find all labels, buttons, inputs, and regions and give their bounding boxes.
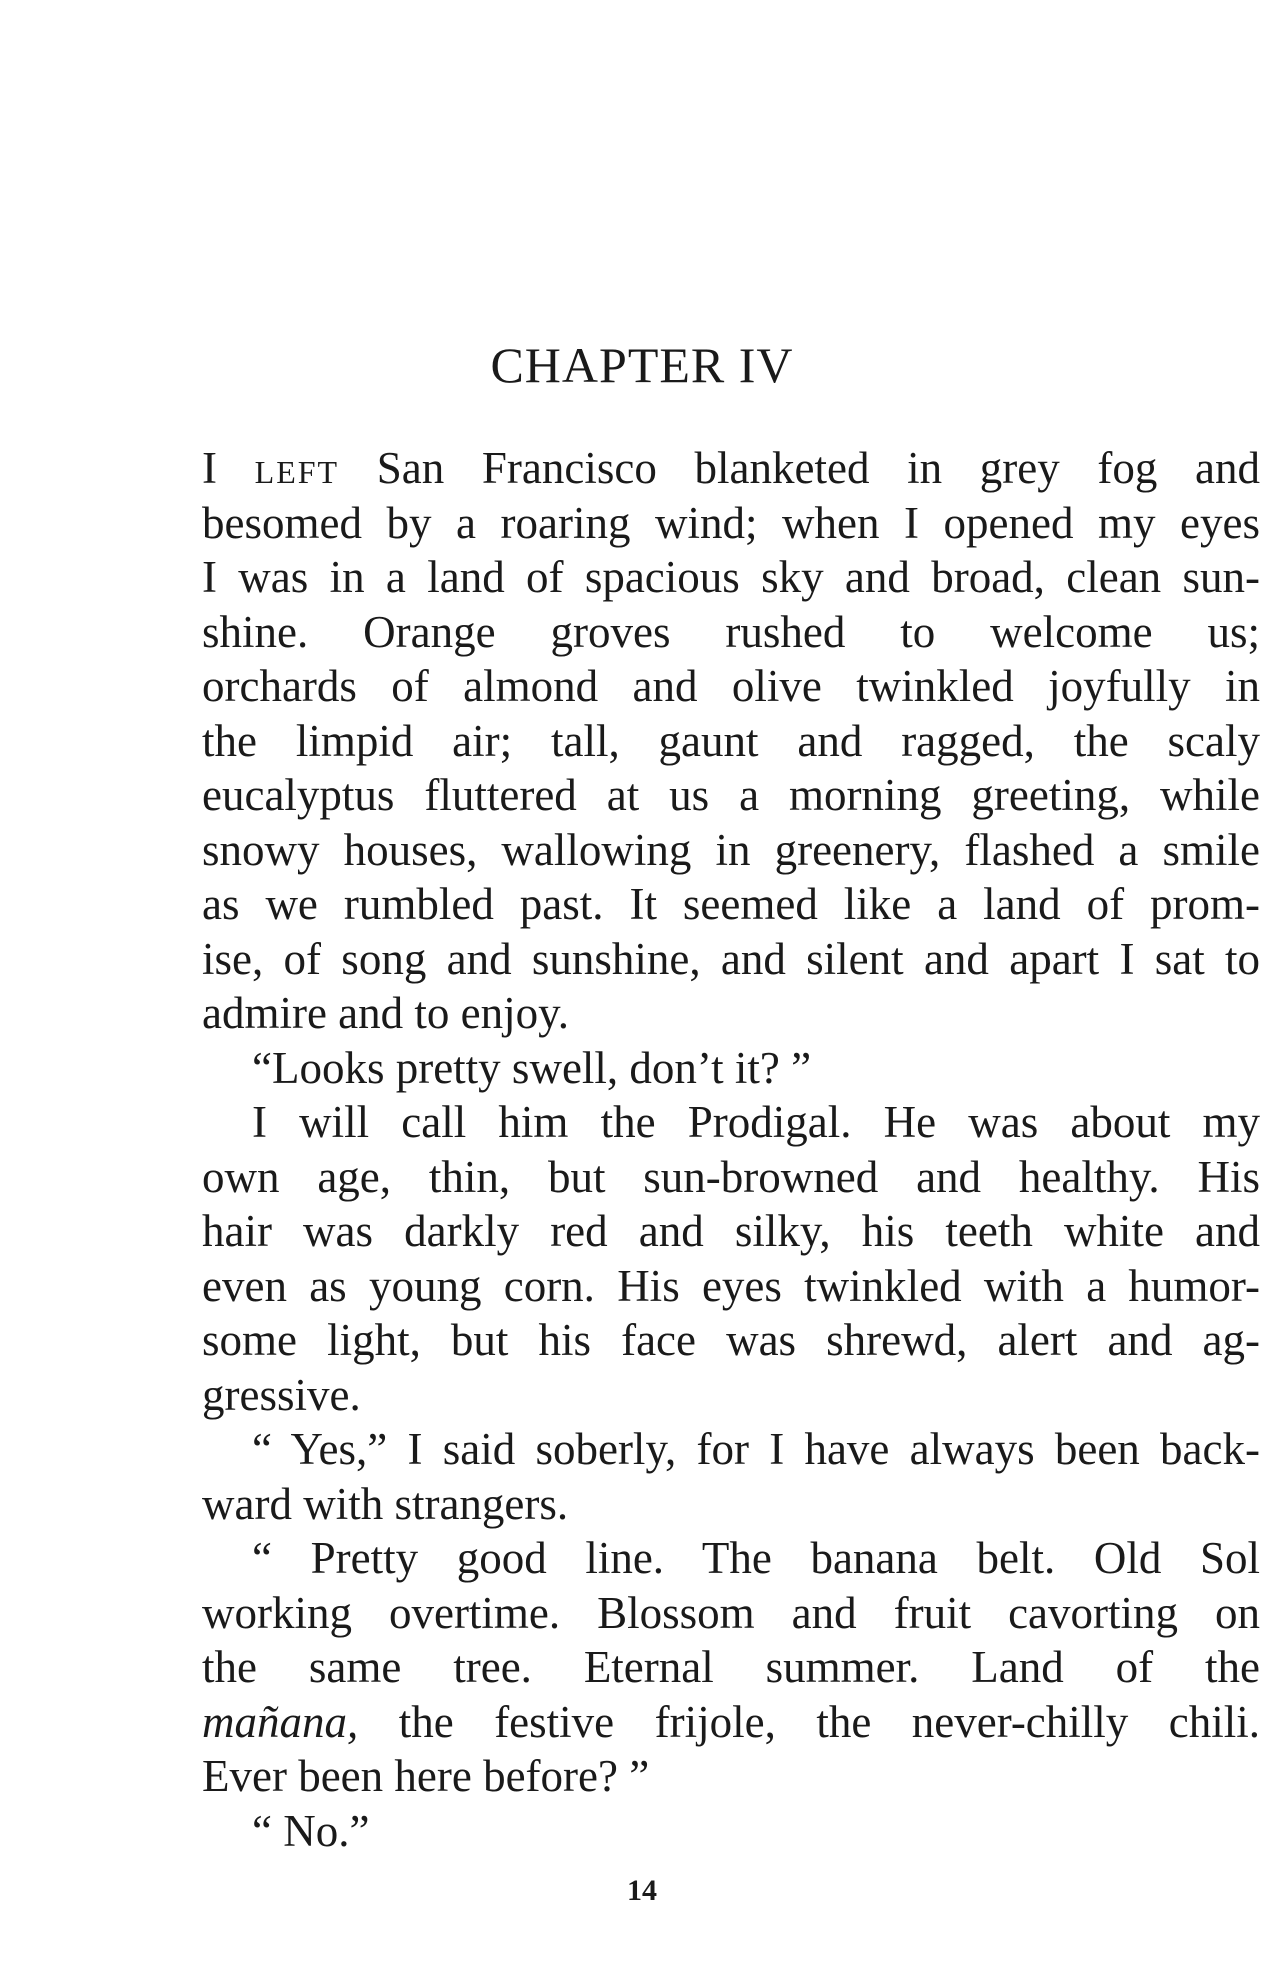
text-line: the limpid air; tall, gaunt and ragged, the scaly <box>202 715 1260 766</box>
text-line: “ Yes,” I said soberly, for I have always been back- <box>252 1424 1260 1474</box>
text-line: Ever been here before? ” <box>202 1751 650 1801</box>
text-line: I was in a land of spacious sky and broad, clean sun- <box>202 552 1260 602</box>
text-line: I will call him the Prodigal. He was about my <box>252 1097 1260 1147</box>
text-line: ise, of song and sunshine, and silent and apart I sat to <box>202 933 1260 984</box>
text-line: own age, thin, but sun-browned and healthy. His <box>202 1151 1260 1202</box>
text-line: even as young corn. His eyes twinkled with a humor- <box>202 1260 1260 1311</box>
paragraph-6 <box>202 1804 1260 1859</box>
text-line: admire and to enjoy. <box>202 988 569 1038</box>
line-rest: the festive frijole, the never-chilly chili. <box>358 1696 1260 1747</box>
page-number: 14 <box>627 1874 657 1907</box>
text-line <box>202 1695 1260 1750</box>
text-line: snowy houses, wallowing in greenery, flashed a smile <box>202 824 1260 875</box>
line-rest: San Francisco blanketed in grey fog and <box>339 443 1260 493</box>
chapter-title: CHAPTER IV <box>490 337 794 393</box>
italic-word: mañana, <box>202 1696 359 1747</box>
text-line: hair was darkly red and silky, his teeth white and <box>202 1206 1260 1256</box>
first-word: I <box>202 443 255 493</box>
text-line: “Looks pretty swell, don’t it? ” <box>252 1042 812 1093</box>
text-line: gressive. <box>202 1369 361 1420</box>
paragraph-2 <box>202 1041 1260 1096</box>
paragraph-1 <box>202 441 1260 1041</box>
text-line: some light, but his face was shrewd, alert and ag- <box>202 1315 1260 1365</box>
small-caps-word: left <box>254 443 340 493</box>
text-line: shine. Orange groves rushed to welcome us; <box>202 606 1260 657</box>
text-line: the same tree. Eternal summer. Land of the <box>202 1642 1260 1692</box>
paragraph-3 <box>202 1095 1260 1422</box>
text-line: as we rumbled past. It seemed like a land of prom- <box>202 879 1260 929</box>
text-line: besomed by a roaring wind; when I opened my eyes <box>202 497 1260 548</box>
text-line: “ No.” <box>252 1805 370 1856</box>
body-text <box>202 441 1260 1858</box>
text-line <box>202 441 1260 496</box>
text-line: working overtime. Blossom and fruit cavorting on <box>202 1587 1260 1638</box>
text-line: eucalyptus fluttered at us a morning greeting, while <box>202 770 1260 820</box>
paragraph-4 <box>202 1422 1260 1531</box>
text-line: ward with strangers. <box>202 1478 569 1529</box>
text-line: “ Pretty good line. The banana belt. Old Sol <box>252 1533 1260 1583</box>
paragraph-5 <box>202 1531 1260 1804</box>
text-line: orchards of almond and olive twinkled joyfully in <box>202 661 1260 711</box>
